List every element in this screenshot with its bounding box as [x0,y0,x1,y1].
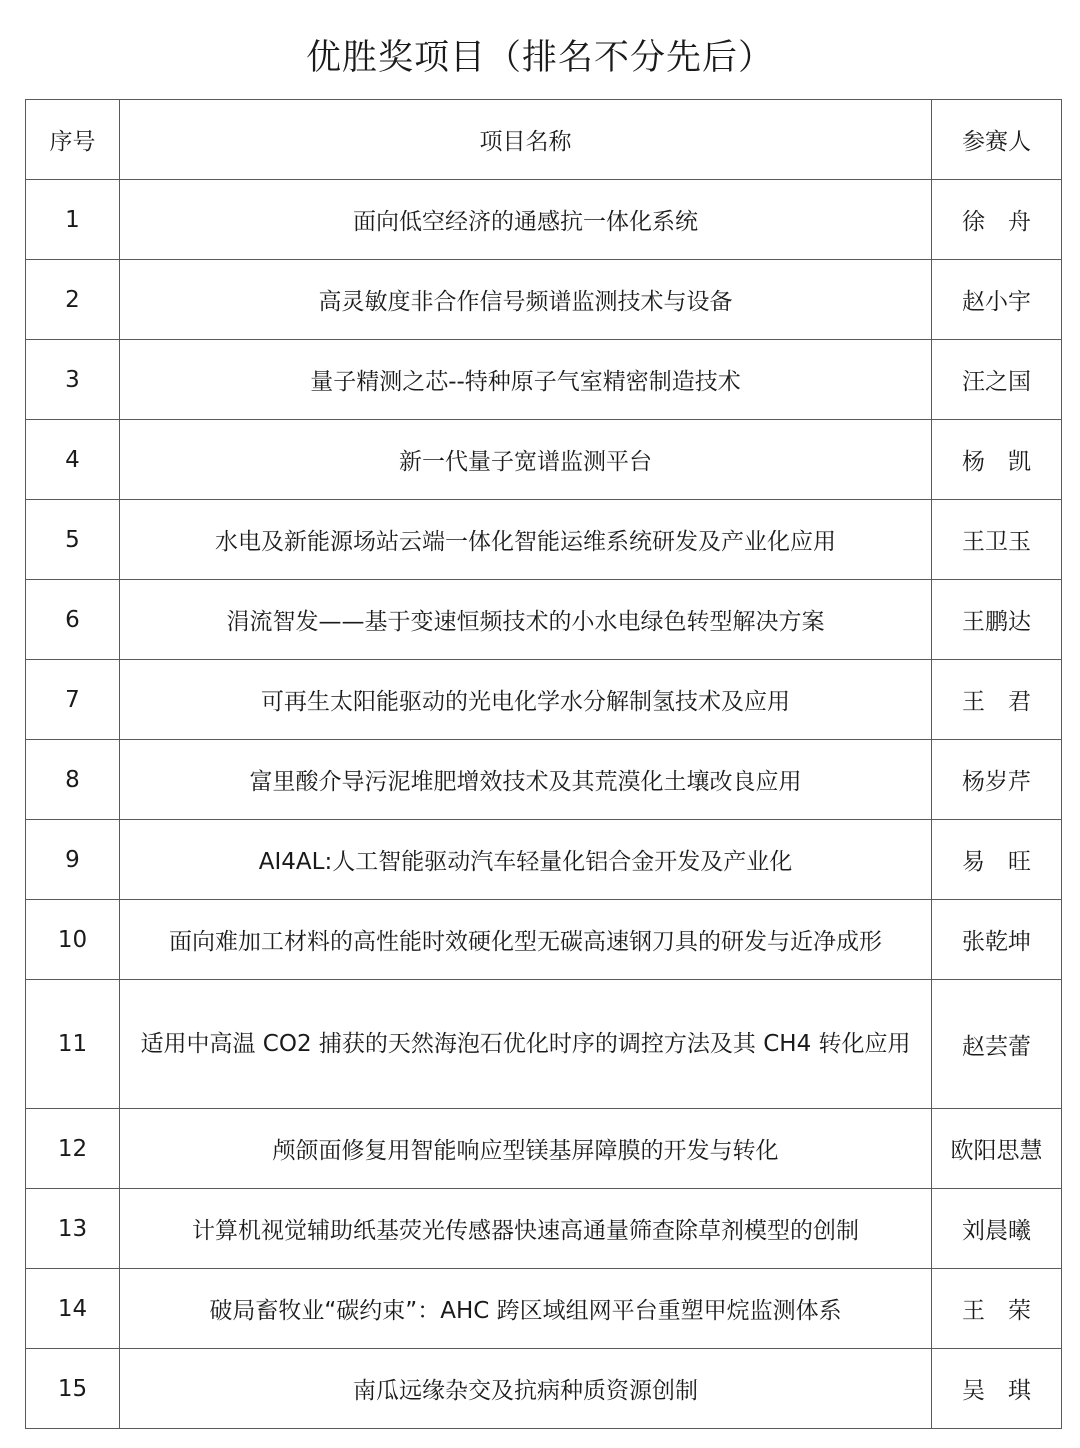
table-row [26,580,1062,660]
project-name: 涓流智发——基于变速恒频技术的小水电绿色转型解决方案 [120,580,932,660]
row-number: 8 [26,740,120,820]
participant-name: 汪之国 [932,340,1062,420]
row-number: 14 [26,1269,120,1349]
table-row [26,180,1062,260]
table-row [26,500,1062,580]
participant-name: 王 荣 [932,1269,1062,1349]
participant-name: 吴 琪 [932,1349,1062,1429]
project-name: 高灵敏度非合作信号频谱监测技术与设备 [120,260,932,340]
participant-name: 欧阳思慧 [932,1109,1062,1189]
table-row [26,260,1062,340]
row-number: 10 [26,900,120,980]
row-number: 13 [26,1189,120,1269]
row-number: 5 [26,500,120,580]
participant-name: 徐 舟 [932,180,1062,260]
project-name: 富里酸介导污泥堆肥增效技术及其荒漠化土壤改良应用 [120,740,932,820]
table-row [26,1349,1062,1429]
project-name: 新一代量子宽谱监测平台 [120,420,932,500]
project-name: AI4AL:人工智能驱动汽车轻量化铝合金开发及产业化 [120,820,932,900]
project-name: 量子精测之芯--特种原子气室精密制造技术 [120,340,932,420]
project-name: 水电及新能源场站云端一体化智能运维系统研发及产业化应用 [120,500,932,580]
row-number: 15 [26,1349,120,1429]
row-number: 11 [26,980,120,1109]
table-row [26,1269,1062,1349]
participant-name: 刘晨曦 [932,1189,1062,1269]
table-row [26,1189,1062,1269]
participant-name: 杨 凯 [932,420,1062,500]
row-number: 2 [26,260,120,340]
participant-name: 易 旺 [932,820,1062,900]
project-name: 颅颌面修复用智能响应型镁基屏障膜的开发与转化 [120,1109,932,1189]
row-number: 6 [26,580,120,660]
project-name: 南瓜远缘杂交及抗病种质资源创制 [120,1349,932,1429]
table-row [26,740,1062,820]
participant-name: 杨岁芹 [932,740,1062,820]
table-row [26,660,1062,740]
row-number: 1 [26,180,120,260]
row-number: 9 [26,820,120,900]
header-name: 项目名称 [120,100,932,180]
header-no: 序号 [26,100,120,180]
table-row [26,420,1062,500]
project-name: 破局畜牧业“碳约束”：AHC 跨区域组网平台重塑甲烷监测体系 [120,1269,932,1349]
project-name: 适用中高温 CO2 捕获的天然海泡石优化时序的调控方法及其 CH4 转化应用 [120,980,932,1109]
header-person: 参赛人 [932,100,1062,180]
table-row [26,900,1062,980]
row-number: 7 [26,660,120,740]
table-row [26,1109,1062,1189]
project-name: 面向难加工材料的高性能时效硬化型无碳高速钢刀具的研发与近净成形 [120,900,932,980]
participant-name: 赵芸蕾 [932,980,1062,1109]
participant-name: 张乾坤 [932,900,1062,980]
participant-name: 王鹏达 [932,580,1062,660]
row-number: 3 [26,340,120,420]
table-row [26,820,1062,900]
project-name: 计算机视觉辅助纸基荧光传感器快速高通量筛查除草剂模型的创制 [120,1189,932,1269]
participant-name: 王卫玉 [932,500,1062,580]
project-name: 可再生太阳能驱动的光电化学水分解制氢技术及应用 [120,660,932,740]
project-name: 面向低空经济的通感抗一体化系统 [120,180,932,260]
row-number: 12 [26,1109,120,1189]
table-header-row [26,100,1062,180]
table-row [26,340,1062,420]
participant-name: 王 君 [932,660,1062,740]
participant-name: 赵小宇 [932,260,1062,340]
row-number: 4 [26,420,120,500]
award-table [25,99,1062,1429]
table-row [26,980,1062,1109]
page-title: 优胜奖项目（排名不分先后） [305,38,774,78]
